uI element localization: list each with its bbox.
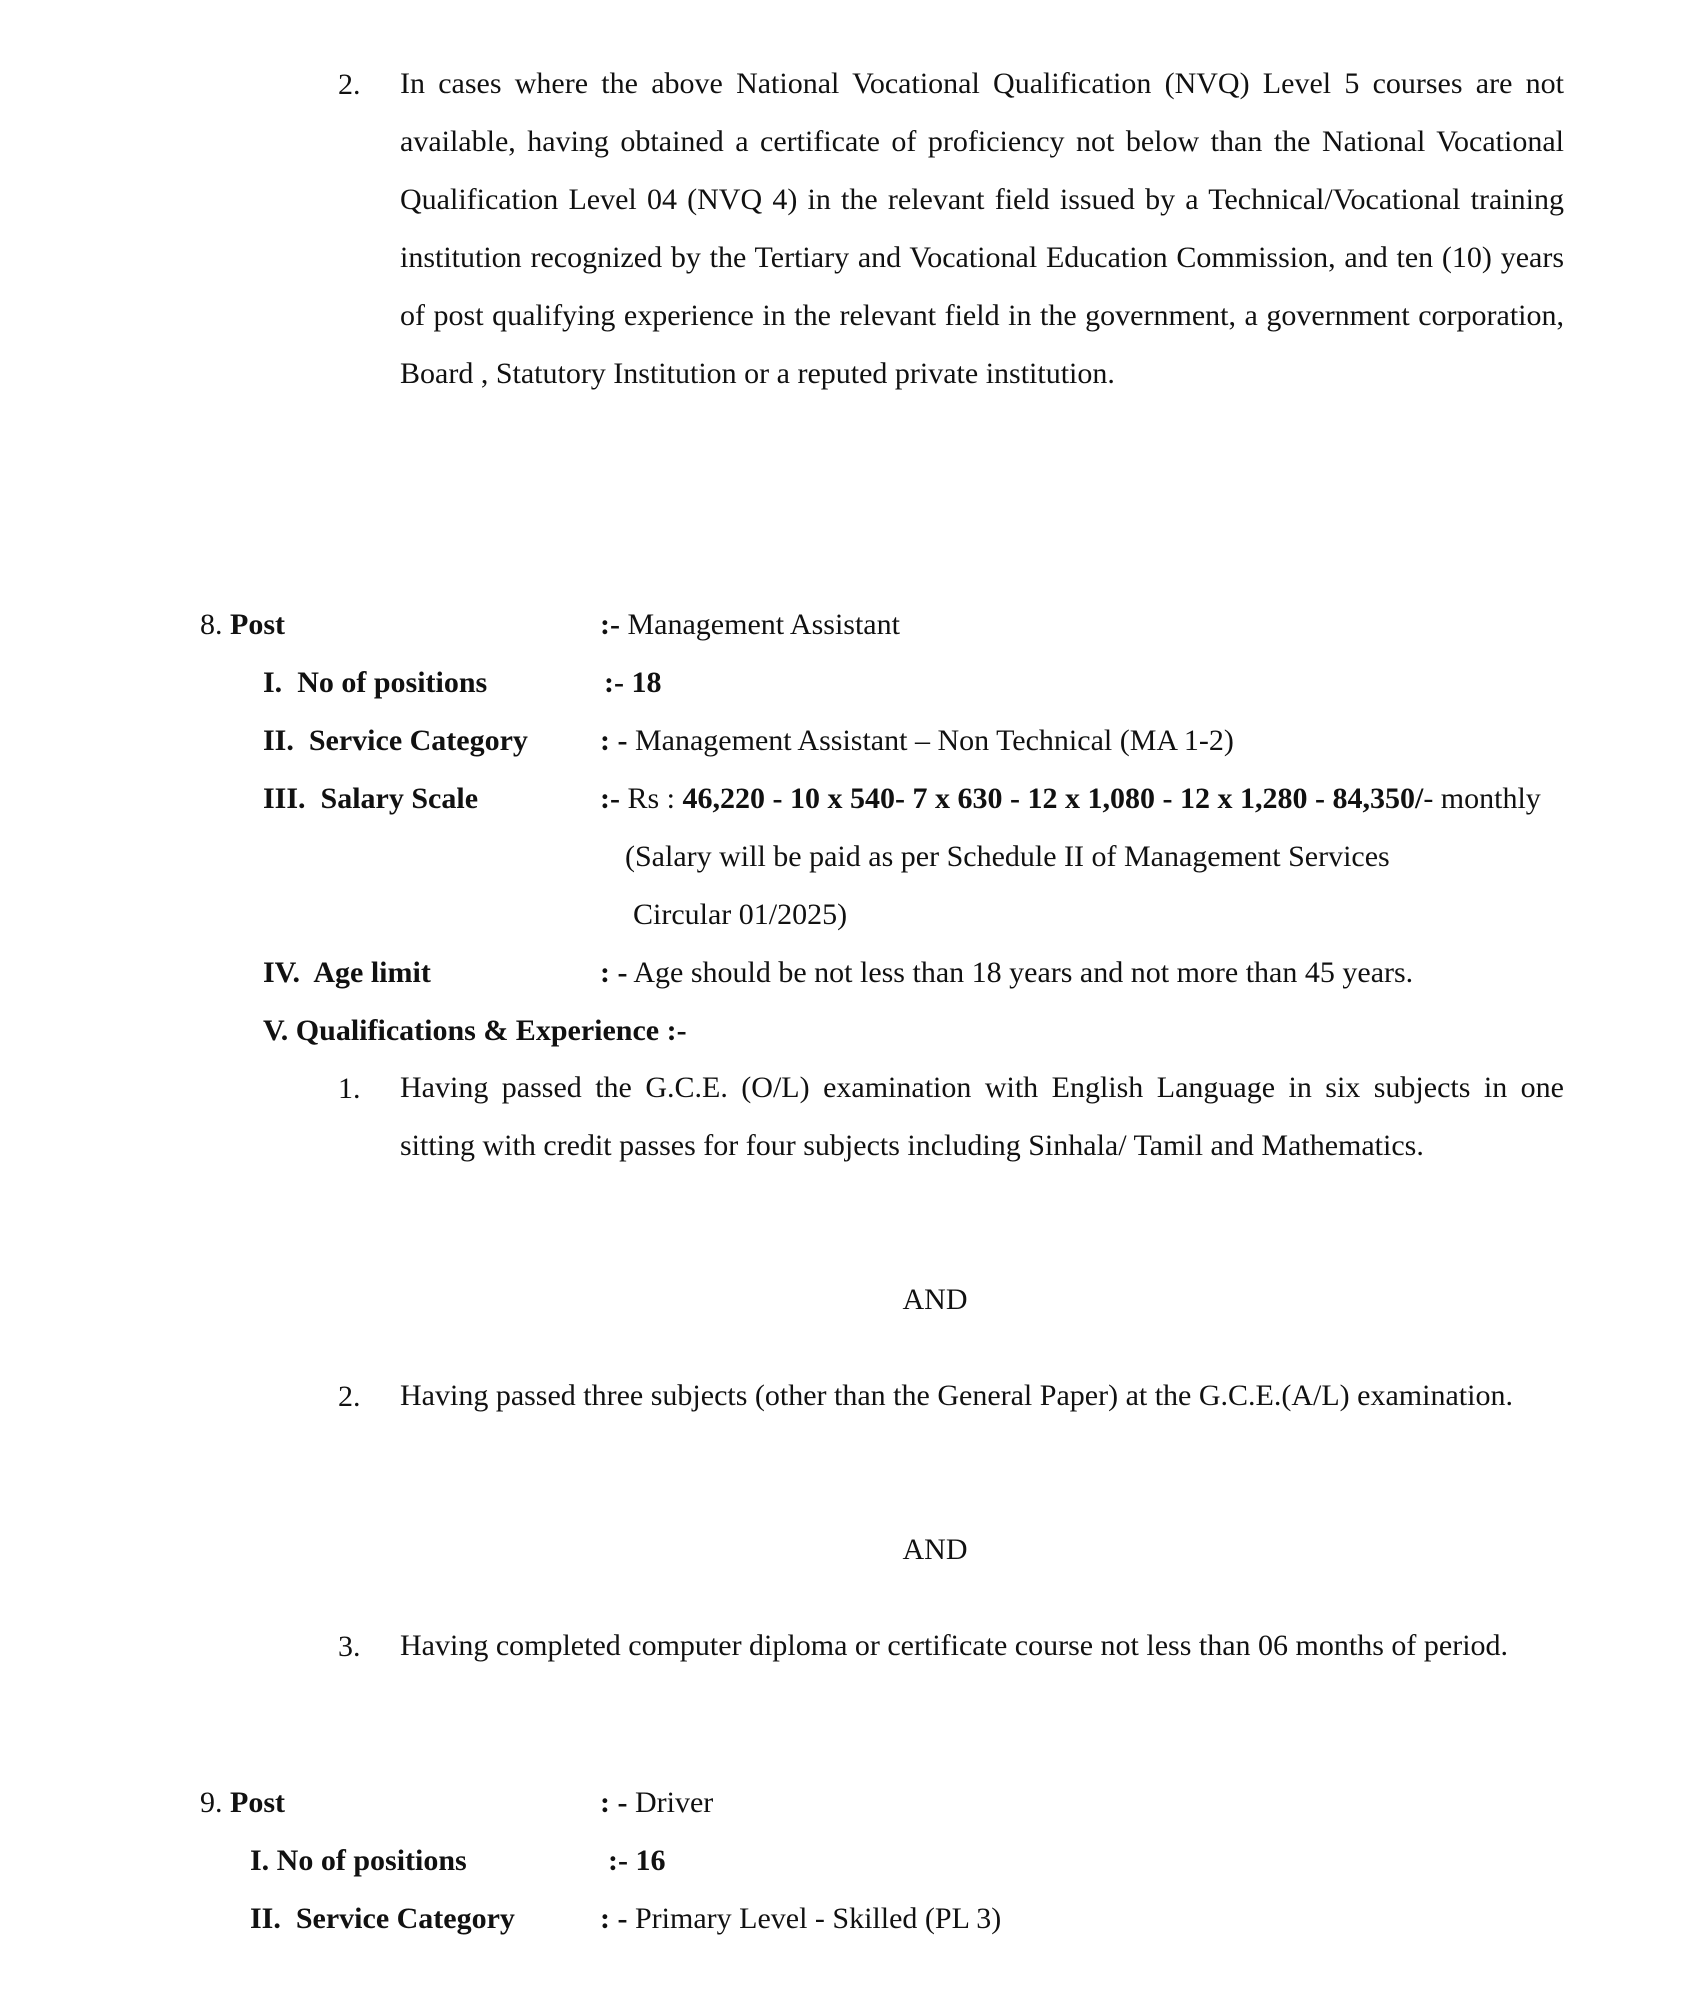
- post8-age-roman: IV.: [263, 956, 300, 989]
- post8-service-text: Service Category: [308, 724, 528, 757]
- post8-post-sep: :-: [600, 608, 620, 641]
- post9-post-row: [600, 1788, 713, 1818]
- post9-number: 9.: [200, 1786, 223, 1819]
- post8-positions-value-row: [604, 668, 661, 698]
- post8-salary-prefix: Rs :: [627, 782, 676, 815]
- post8-number: 8.: [200, 608, 223, 641]
- post9-positions-value: 16: [635, 1844, 666, 1877]
- post8-salary-text: Salary Scale: [320, 782, 479, 815]
- post9-service-label: [250, 1904, 515, 1934]
- post9-positions-value-row: [608, 1846, 665, 1876]
- post8-heading: [200, 610, 285, 640]
- post8-age-value: Age should be not less than 18 years and not more than 45 years.: [633, 956, 1414, 989]
- post8-age-value-row: [600, 958, 1413, 988]
- and-separator-2: AND: [902, 1533, 968, 1566]
- post8-salary-suffix: - monthly: [1423, 782, 1541, 815]
- post8-post-label: Post: [230, 608, 285, 641]
- and-separator-1: AND: [902, 1283, 968, 1316]
- post8-positions-text: No of positions: [297, 666, 488, 699]
- post9-service-value: Primary Level - Skilled (PL 3): [634, 1902, 1002, 1935]
- post8-salary-label: [263, 784, 478, 814]
- post8-service-value: Management Assistant – Non Technical (MA 1-2): [634, 724, 1234, 757]
- qualification-2-number: 2.: [338, 1380, 361, 1413]
- post9-post-value: Driver: [634, 1786, 714, 1819]
- post8-positions-label: [263, 668, 487, 698]
- qualification-3-number: 3.: [338, 1630, 361, 1663]
- post9-post-label: Post: [230, 1786, 285, 1819]
- post9-service-text: Service Category: [295, 1902, 515, 1935]
- post8-service-label: [263, 726, 528, 756]
- qualification-1-number: 1.: [338, 1072, 361, 1105]
- qualification-1-text: Having passed the G.C.E. (O/L) examination with English Language in six subjects in one sitting with credit passes for four subjects including Sinhala/ Tamil and Mathematics.: [400, 1071, 1564, 1162]
- post9-positions-sep: :-: [608, 1844, 628, 1877]
- prev-item-number: 2.: [338, 68, 361, 101]
- post8-age-sep: : -: [600, 956, 628, 989]
- post9-positions-label: I. No of positions: [250, 1844, 467, 1877]
- post8-post-row: [600, 610, 900, 640]
- post9-service-sep: : -: [600, 1902, 628, 1935]
- post8-positions-value: 18: [631, 666, 662, 699]
- post9-service-value-row: [600, 1904, 1001, 1934]
- post9-post-sep: : -: [600, 1786, 628, 1819]
- post9-service-roman: II.: [250, 1902, 281, 1935]
- post8-age-label: [263, 958, 431, 988]
- post8-post-value: Management Assistant: [627, 608, 900, 641]
- post8-salary-scale: 46,220 - 10 x 540- 7 x 630 - 12 x 1,080 - 12 x 1,280 - 84,350/: [682, 782, 1424, 815]
- post8-positions-sep: :-: [604, 666, 624, 699]
- prev-item-text: In cases where the above National Vocational Qualification (NVQ) Level 5 courses are not available, having obtained a certificate of proficiency not below than the National Vocational Qualification Level 04 (NVQ 4) in the relevant field issued by a Technical/Vocational training institution recognized by the Tertiary and Vocational Education Commission, and ten (10) years of post qualifying experience in the relevant field in the government, a government corporation, Board , Statutory Institution or a reputed private institution.: [400, 67, 1564, 390]
- post8-positions-roman: I.: [263, 666, 283, 699]
- post8-qualifications-heading: V. Qualifications & Experience :-: [263, 1014, 687, 1047]
- post8-salary-note-1: (Salary will be paid as per Schedule II of Management Services: [625, 840, 1390, 873]
- qualification-2-text: Having passed three subjects (other than the General Paper) at the G.C.E.(A/L) examination.: [400, 1379, 1513, 1412]
- post8-salary-value-row: [600, 784, 1541, 814]
- post8-service-roman: II.: [263, 724, 294, 757]
- post8-salary-sep: :-: [600, 782, 620, 815]
- post8-service-sep: : -: [600, 724, 628, 757]
- post9-heading: [200, 1788, 285, 1818]
- post8-salary-roman: III.: [263, 782, 306, 815]
- post8-service-value-row: [600, 726, 1234, 756]
- post8-salary-note-2: Circular 01/2025): [633, 898, 848, 931]
- qualification-3-text: Having completed computer diploma or certificate course not less than 06 months of period.: [400, 1629, 1509, 1662]
- post8-age-text: Age limit: [313, 956, 431, 989]
